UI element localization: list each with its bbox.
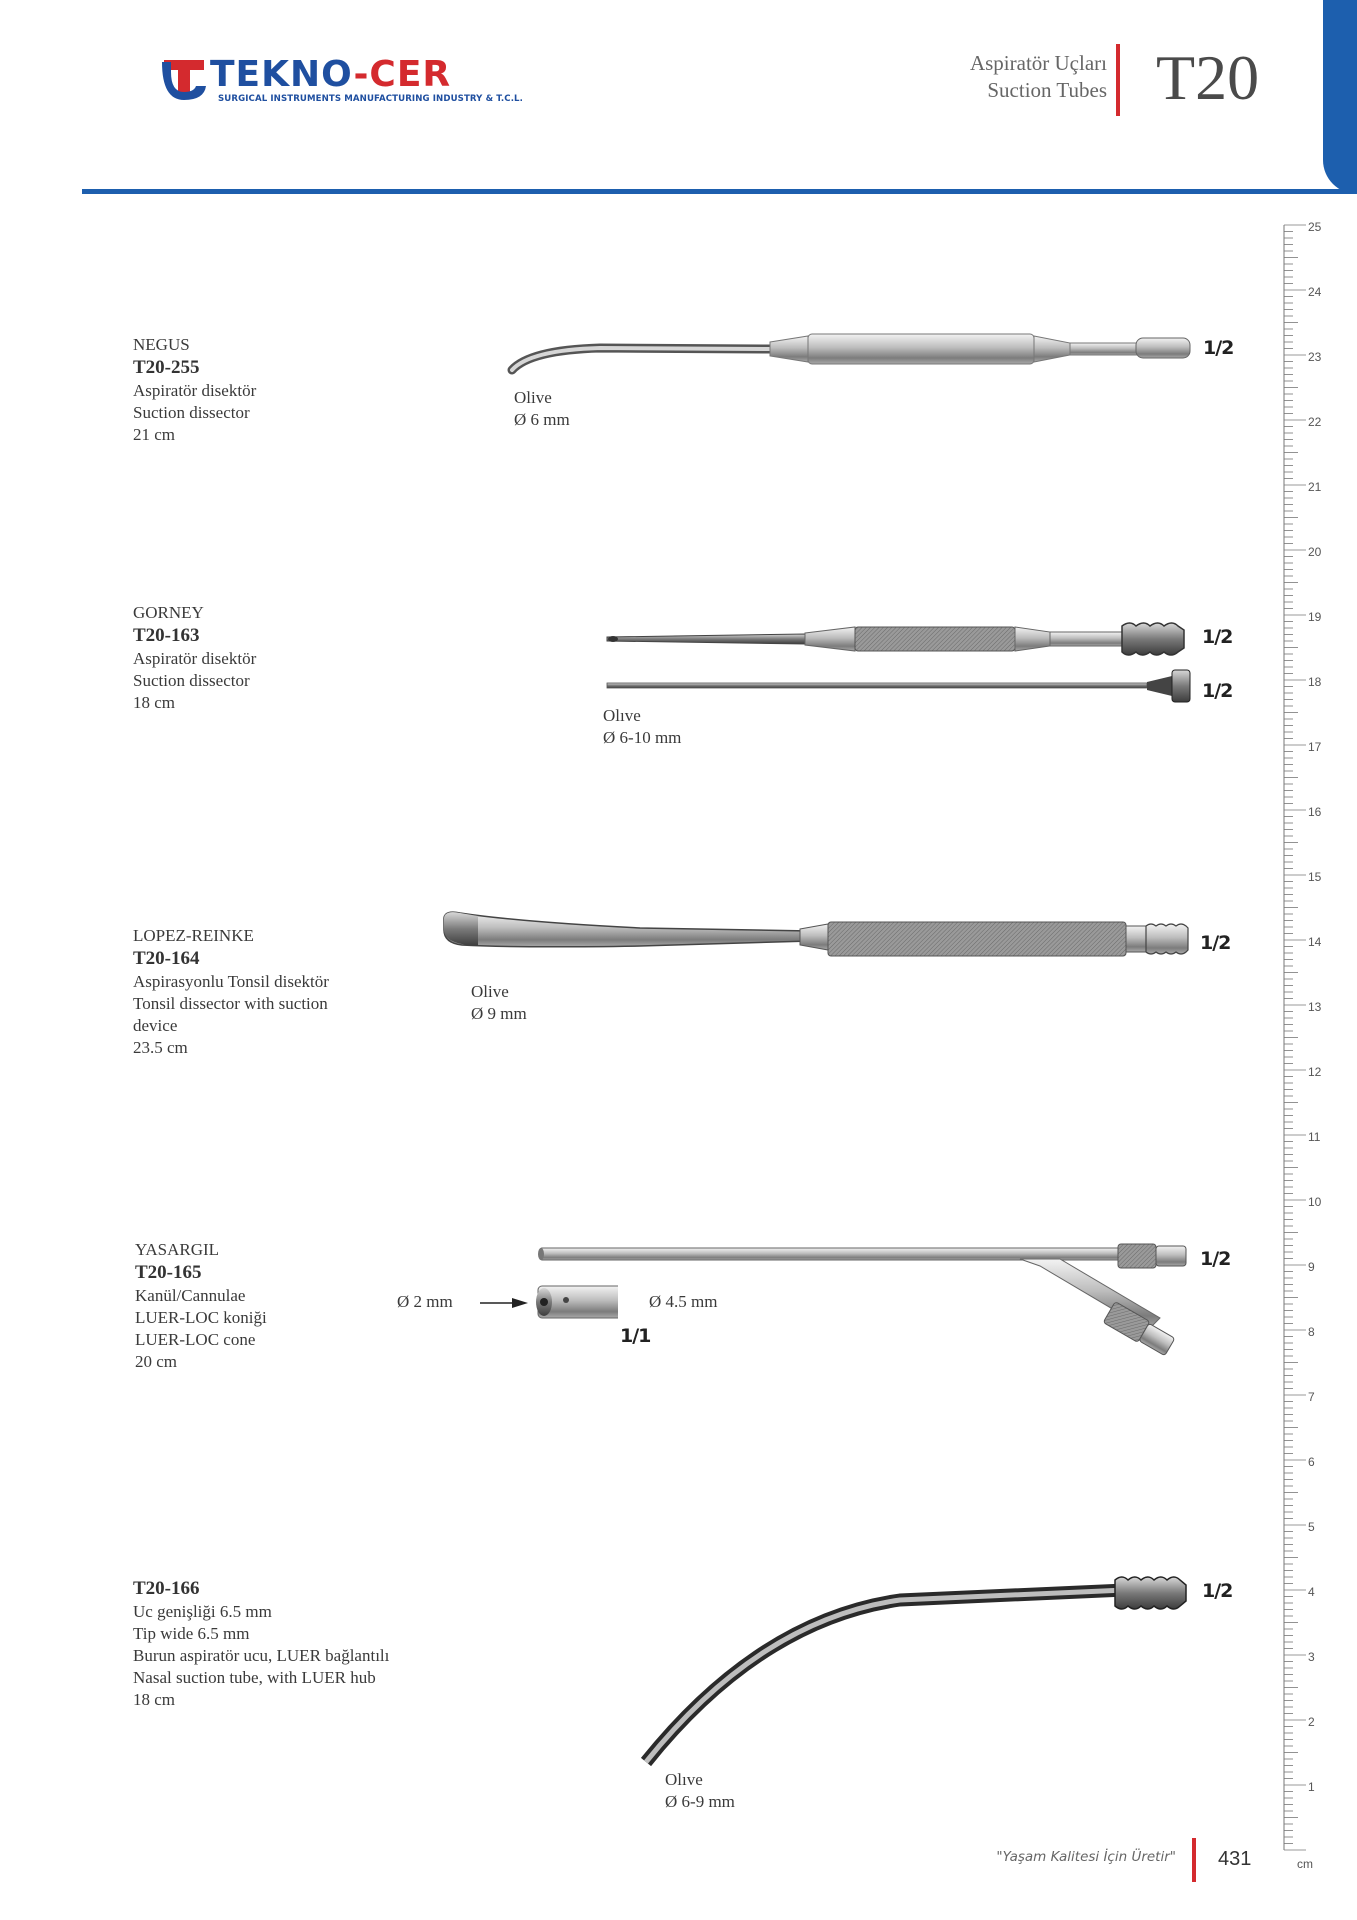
page-number: 431: [1218, 1848, 1252, 1870]
item-code: T20-164: [133, 948, 200, 969]
item-line: Kanül/Cannulae: [135, 1286, 246, 1305]
ruler-label: 4: [1308, 1585, 1315, 1599]
item-line: Burun aspiratör ucu, LUER bağlantılı: [133, 1646, 390, 1665]
ruler-label: 12: [1308, 1065, 1322, 1079]
item-line: 23.5 cm: [133, 1038, 188, 1057]
item-line: Tip wide 6.5 mm: [133, 1624, 250, 1643]
item-name: YASARGIL: [135, 1240, 220, 1259]
item-caption: Ø 6 mm: [514, 410, 570, 429]
instrument-t20-165: [480, 1244, 1186, 1357]
item-code: T20-166: [133, 1578, 200, 1599]
item-caption: Olive: [471, 982, 509, 1001]
ruler-label: 15: [1308, 870, 1322, 884]
ruler-label: 8: [1308, 1325, 1315, 1339]
item-line: LUER-LOC cone: [135, 1330, 256, 1349]
ruler-label: 21: [1308, 480, 1322, 494]
ruler-label: 5: [1308, 1520, 1315, 1534]
item-caption: Ø 6-9 mm: [665, 1792, 735, 1811]
item-line: Suction dissector: [133, 403, 250, 422]
ruler-label: 6: [1308, 1455, 1315, 1469]
cm-ruler: [1281, 215, 1341, 1871]
scale-label: 1/2: [1202, 1580, 1233, 1602]
scale-label: 1/2: [1203, 337, 1234, 359]
item-caption: Ø 6-10 mm: [603, 728, 682, 747]
instrument-t20-164: [444, 912, 1188, 956]
scale-label: 1/2: [1202, 680, 1233, 702]
ruler-label: 14: [1308, 935, 1322, 949]
ruler-label: 24: [1308, 285, 1322, 299]
scale-label: 1/2: [1200, 1248, 1231, 1270]
item-line: Aspirasyonlu Tonsil disektör: [133, 972, 329, 991]
item-caption: Ø 2 mm: [397, 1292, 453, 1311]
ruler-unit: cm: [1297, 1857, 1313, 1871]
scale-label: 1/1: [620, 1325, 651, 1347]
item-line: 21 cm: [133, 425, 176, 444]
item-code: T20-165: [135, 1262, 202, 1283]
instrument-t20-163-b: [607, 670, 1190, 702]
category-title-en: Suction Tubes: [987, 78, 1107, 102]
item-t20-255-text: [133, 334, 256, 446]
item-name: NEGUS: [133, 335, 190, 354]
instrument-t20-255: [512, 334, 1190, 370]
item-line: 20 cm: [135, 1352, 178, 1371]
item-line: Aspiratör disektör: [133, 381, 257, 400]
item-code: T20-255: [133, 357, 200, 378]
item-caption: Olıve: [665, 1770, 703, 1789]
item-t20-166-text: [133, 1577, 389, 1711]
item-line: Nasal suction tube, with LUER hub: [133, 1668, 376, 1687]
footer-slogan: "Yaşam Kalitesi İçin Üretir": [996, 1849, 1176, 1865]
item-line: LUER-LOC koniği: [135, 1308, 267, 1327]
ruler-label: 7: [1308, 1390, 1315, 1404]
ruler-label: 25: [1308, 220, 1322, 234]
ruler-label: 13: [1308, 1000, 1322, 1014]
instrument-t20-166: [646, 1577, 1186, 1762]
item-line: Aspiratör disektör: [133, 649, 257, 668]
ruler-label: 2: [1308, 1715, 1315, 1729]
scale-label: 1/2: [1200, 932, 1231, 954]
scale-label: 1/2: [1202, 626, 1233, 648]
item-line: Uc genişliği 6.5 mm: [133, 1602, 272, 1621]
item-t20-164-text: [133, 925, 329, 1059]
category-code: T20: [1156, 42, 1260, 113]
ruler-label: 11: [1308, 1130, 1321, 1144]
ruler-label: 16: [1308, 805, 1322, 819]
item-t20-165-text: [135, 1239, 267, 1373]
item-line: 18 cm: [133, 1690, 176, 1709]
item-t20-163-text: [133, 602, 256, 714]
ruler-label: 17: [1308, 740, 1322, 754]
category-title-tr: Aspiratör Uçları: [969, 51, 1107, 75]
item-caption: Olıve: [603, 706, 641, 725]
ruler-label: 23: [1308, 350, 1322, 364]
ruler-label: 18: [1308, 675, 1322, 689]
instrument-t20-163-a: [607, 623, 1184, 655]
item-caption: Olive: [514, 388, 552, 407]
item-caption: Ø 9 mm: [471, 1004, 527, 1023]
item-caption: Ø 4.5 mm: [649, 1292, 718, 1311]
footer-divider: [1192, 1838, 1196, 1882]
ruler-label: 20: [1308, 545, 1322, 559]
item-line: Tonsil dissector with suction: [133, 994, 328, 1013]
item-name: GORNEY: [133, 603, 204, 622]
ruler-label: 1: [1308, 1780, 1315, 1794]
item-line: 18 cm: [133, 693, 176, 712]
ruler-label: 22: [1308, 415, 1322, 429]
ruler-label: 19: [1308, 610, 1322, 624]
ruler-label: 3: [1308, 1650, 1315, 1664]
ruler-label: 10: [1308, 1195, 1322, 1209]
item-line: Suction dissector: [133, 671, 250, 690]
brand-name: TEKNO-CER: [210, 54, 452, 95]
item-code: T20-163: [133, 625, 200, 646]
brand-tagline: SURGICAL INSTRUMENTS MANUFACTURING INDUSTRY & T.C.L.: [218, 94, 523, 104]
item-name: LOPEZ-REINKE: [133, 926, 254, 945]
item-line: device: [133, 1016, 178, 1035]
ruler-label: 9: [1308, 1260, 1315, 1274]
